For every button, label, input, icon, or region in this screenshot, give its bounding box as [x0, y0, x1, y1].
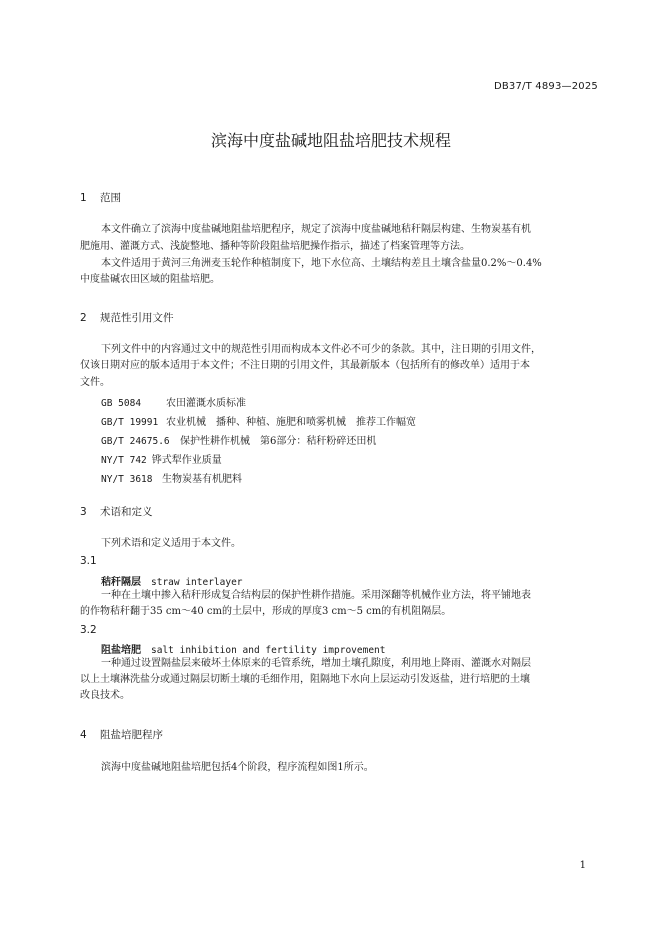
term-heading — [101, 573, 243, 588]
section-2-paragraph-line-1: 下列文件中的内容通过文中的规范性引用而构成本文件必不可少的条款。其中，注日期的引用文件， — [101, 344, 541, 355]
section-3-heading — [80, 504, 153, 519]
section-number: 4 — [80, 729, 87, 741]
reference-item — [101, 470, 242, 485]
reference-name: 生物炭基有机肥料 — [162, 474, 242, 485]
term-english: straw interlayer — [151, 577, 243, 588]
section-2-paragraph-line-2: 仅该日期对应的版本适用于本文件；不注日期的引用文件，其最新版本（包括所有的修改单）适用于本 — [80, 360, 530, 371]
section-title: 阻盐培肥程序 — [100, 729, 163, 741]
section-title: 范围 — [100, 192, 121, 204]
term-chinese: 阻盐培肥 — [101, 645, 141, 656]
reference-id: GB/T 24675.6 — [101, 436, 170, 447]
section-1-paragraph-2-line-1: 本文件适用于黄河三角洲麦玉轮作种植制度下，地下水位高、土壤结构差且土壤含盐量0.2%～0.4% — [101, 258, 542, 269]
section-4-paragraph: 滨海中度盐碱地阻盐培肥包括4个阶段，程序流程如图1所示。 — [101, 762, 374, 773]
reference-item — [101, 432, 376, 447]
reference-id: NY/T 3618 — [101, 474, 153, 485]
section-1-paragraph-1-line-1: 本文件确立了滨海中度盐碱地阻盐培肥程序，规定了滨海中度盐碱地秸秆隔层构建、生物炭基有机 — [101, 224, 531, 235]
section-number: 2 — [80, 312, 87, 324]
section-1-paragraph-2-line-2: 中度盐碱农田区域的阻盐培肥。 — [80, 274, 220, 285]
section-2-paragraph-line-3: 文件。 — [80, 377, 110, 388]
reference-id: GB 5084 — [101, 398, 142, 409]
term-chinese: 秸秆隔层 — [101, 577, 141, 588]
reference-name: 铧式犁作业质量 — [151, 455, 222, 466]
section-number: 1 — [80, 192, 87, 204]
section-1-paragraph-1-line-2: 肥施用、灌溉方式、浅旋整地、播种等阶段阻盐培肥操作指示，描述了档案管理等方法。 — [80, 241, 470, 252]
section-4-heading — [80, 727, 163, 742]
term-definition-line-2: 以上土壤淋洗盐分或通过隔层切断土壤的毛细作用，阻隔地下水向上层运动引发返盐，进行培肥的土壤 — [80, 674, 530, 685]
term-definition-line-3: 改良技术。 — [80, 690, 130, 701]
term-definition-line-1: 一种通过设置隔盐层来破坏土体原来的毛管系统，增加土壤孔隙度，利用地上降雨、灌溉水对隔层 — [101, 658, 531, 669]
section-number: 3 — [80, 506, 87, 518]
page-number: 1 — [579, 860, 586, 871]
term-definition-line-1: 一种在土壤中掺入秸秆形成复合结构层的保护性耕作措施。采用深翻等机械作业方法，将平铺地表 — [101, 590, 531, 601]
reference-item — [101, 413, 416, 428]
standard-code: DB37/T 4893—2025 — [493, 81, 598, 92]
term-english: salt inhibition and fertility improvement — [151, 645, 386, 656]
reference-item — [101, 451, 222, 466]
term-heading — [101, 641, 386, 656]
reference-name: 农田灌溉水质标准 — [166, 398, 246, 409]
reference-id: NY/T 742 — [101, 455, 147, 466]
section-1-heading — [80, 190, 121, 205]
document-title: 滨海中度盐碱地阻盐培肥技术规程 — [210, 131, 451, 150]
reference-name: 保护性耕作机械 第6部分：秸秆粉碎还田机 — [180, 436, 377, 447]
reference-name: 农业机械 播种、种植、施肥和喷雾机械 推荐工作幅宽 — [166, 417, 416, 428]
section-2-heading — [80, 310, 174, 325]
reference-id: GB/T 19991 — [101, 417, 159, 428]
section-title: 规范性引用文件 — [100, 312, 174, 324]
term-number: 3.2 — [80, 624, 97, 636]
term-definition-line-2: 的作物秸秆翻于35 cm～40 cm的土层中，形成的厚度3 cm～5 cm的有机阻隔层。 — [80, 606, 452, 617]
term-number: 3.1 — [80, 555, 97, 567]
section-3-intro: 下列术语和定义适用于本文件。 — [101, 538, 241, 549]
reference-item — [101, 394, 246, 409]
section-title: 术语和定义 — [100, 506, 153, 518]
